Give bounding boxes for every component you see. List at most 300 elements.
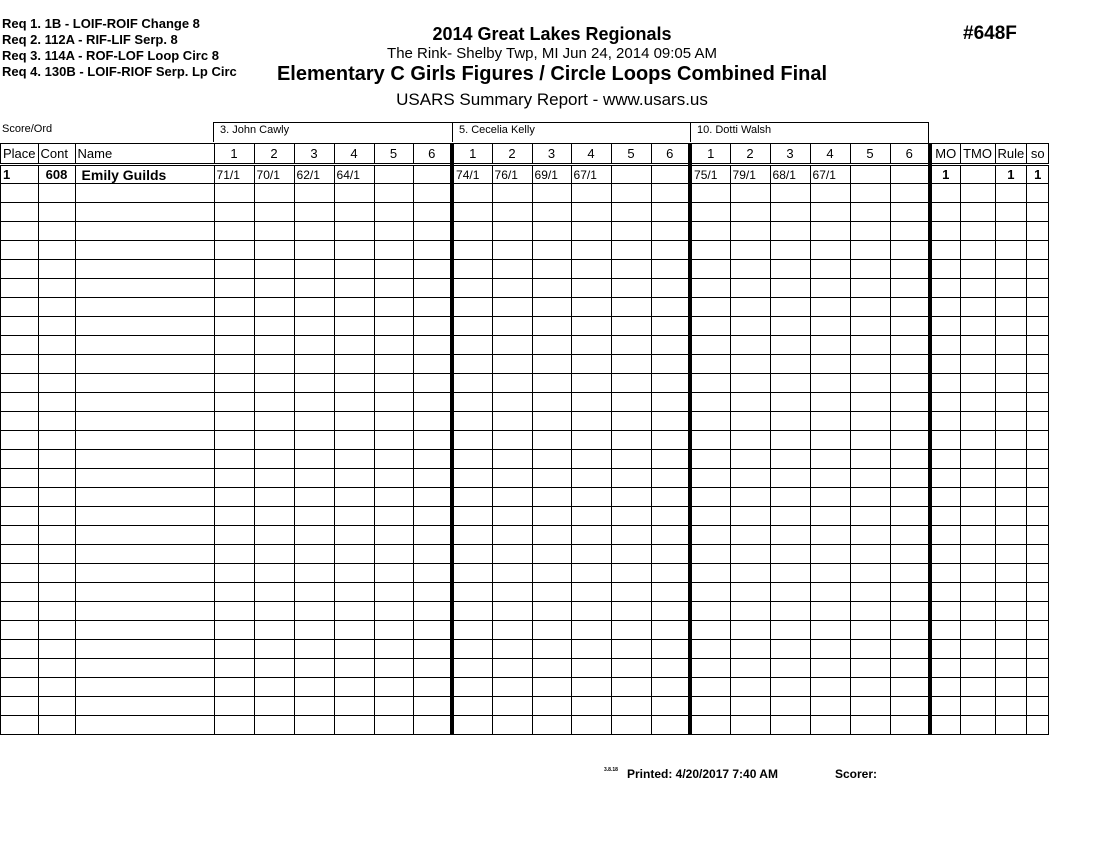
empty-cell	[254, 450, 294, 469]
empty-cell	[850, 678, 890, 697]
empty-cell	[1027, 203, 1049, 222]
empty-cell	[374, 279, 413, 298]
empty-cell	[374, 355, 413, 374]
empty-cell	[294, 659, 334, 678]
empty-cell	[810, 184, 850, 203]
empty-cell	[254, 507, 294, 526]
empty-cell	[960, 260, 995, 279]
col-rule: Rule	[995, 144, 1027, 165]
empty-cell	[730, 716, 770, 735]
empty-cell	[1027, 355, 1049, 374]
empty-cell	[1027, 241, 1049, 260]
empty-cell	[1027, 222, 1049, 241]
empty-cell	[810, 317, 850, 336]
empty-cell	[571, 355, 611, 374]
empty-cell	[413, 393, 452, 412]
empty-cell	[294, 697, 334, 716]
empty-cell	[75, 184, 214, 203]
empty-table-row	[1, 203, 1049, 222]
empty-cell	[960, 621, 995, 640]
empty-cell	[532, 488, 571, 507]
version-stamp: 3.8.18	[604, 767, 618, 773]
empty-cell	[651, 222, 690, 241]
empty-cell	[1, 184, 39, 203]
empty-cell	[995, 716, 1027, 735]
empty-cell	[850, 564, 890, 583]
empty-cell	[890, 241, 930, 260]
empty-cell	[770, 640, 810, 659]
empty-table-row	[1, 621, 1049, 640]
empty-cell	[850, 241, 890, 260]
empty-cell	[770, 678, 810, 697]
empty-cell	[611, 393, 651, 412]
empty-cell	[611, 450, 651, 469]
empty-cell	[75, 336, 214, 355]
empty-cell	[850, 526, 890, 545]
empty-cell	[334, 203, 374, 222]
empty-cell	[1, 564, 39, 583]
empty-cell	[730, 697, 770, 716]
empty-cell	[690, 659, 730, 678]
empty-cell	[890, 659, 930, 678]
empty-cell	[374, 621, 413, 640]
empty-cell	[334, 279, 374, 298]
empty-cell	[532, 583, 571, 602]
empty-cell	[334, 317, 374, 336]
skater-name-cell: Emily Guilds	[75, 165, 214, 184]
empty-cell	[890, 469, 930, 488]
empty-cell	[770, 184, 810, 203]
empty-cell	[374, 393, 413, 412]
empty-cell	[611, 526, 651, 545]
empty-cell	[214, 431, 254, 450]
empty-cell	[75, 697, 214, 716]
j2-score-cell: 76/1	[492, 165, 532, 184]
empty-cell	[254, 412, 294, 431]
empty-cell	[38, 298, 75, 317]
empty-cell	[75, 488, 214, 507]
requirement-3: Req 3. 114A - ROF-LOF Loop Circ 8	[2, 48, 219, 63]
empty-cell	[1027, 184, 1049, 203]
empty-cell	[1, 450, 39, 469]
empty-cell	[1027, 678, 1049, 697]
empty-cell	[890, 602, 930, 621]
empty-table-row	[1, 602, 1049, 621]
empty-cell	[75, 621, 214, 640]
empty-cell	[651, 545, 690, 564]
empty-cell	[611, 659, 651, 678]
empty-cell	[38, 507, 75, 526]
empty-cell	[651, 507, 690, 526]
empty-cell	[690, 260, 730, 279]
empty-cell	[38, 602, 75, 621]
empty-cell	[254, 659, 294, 678]
col-j1-fig4: 4	[334, 144, 374, 165]
cont-cell: 608	[38, 165, 75, 184]
empty-cell	[770, 526, 810, 545]
col-j3-fig2: 2	[730, 144, 770, 165]
empty-cell	[770, 602, 810, 621]
empty-cell	[214, 469, 254, 488]
empty-cell	[730, 564, 770, 583]
col-j3-fig5: 5	[850, 144, 890, 165]
empty-cell	[1027, 488, 1049, 507]
empty-cell	[611, 241, 651, 260]
empty-cell	[75, 260, 214, 279]
empty-cell	[890, 640, 930, 659]
empty-cell	[995, 355, 1027, 374]
empty-cell	[730, 279, 770, 298]
empty-cell	[770, 298, 810, 317]
column-header-row	[1, 144, 1049, 165]
empty-cell	[770, 260, 810, 279]
empty-cell	[334, 412, 374, 431]
empty-cell	[532, 545, 571, 564]
empty-cell	[730, 621, 770, 640]
empty-cell	[960, 298, 995, 317]
empty-cell	[492, 583, 532, 602]
empty-cell	[611, 431, 651, 450]
empty-cell	[930, 602, 960, 621]
empty-table-row	[1, 507, 1049, 526]
empty-cell	[1, 507, 39, 526]
empty-cell	[38, 393, 75, 412]
empty-cell	[730, 526, 770, 545]
empty-cell	[810, 374, 850, 393]
empty-cell	[413, 564, 452, 583]
j2-score-cell	[611, 165, 651, 184]
empty-cell	[75, 412, 214, 431]
empty-cell	[38, 374, 75, 393]
empty-cell	[571, 317, 611, 336]
empty-cell	[995, 545, 1027, 564]
empty-cell	[890, 526, 930, 545]
empty-cell	[930, 203, 960, 222]
empty-cell	[850, 431, 890, 450]
empty-cell	[995, 450, 1027, 469]
empty-cell	[452, 716, 492, 735]
empty-cell	[770, 450, 810, 469]
empty-cell	[532, 279, 571, 298]
empty-cell	[334, 222, 374, 241]
empty-cell	[571, 640, 611, 659]
empty-cell	[690, 412, 730, 431]
empty-cell	[294, 355, 334, 374]
empty-cell	[995, 279, 1027, 298]
j1-score-cell	[413, 165, 452, 184]
empty-cell	[452, 659, 492, 678]
col-tmo: TMO	[960, 144, 995, 165]
j3-score-cell: 68/1	[770, 165, 810, 184]
empty-cell	[294, 336, 334, 355]
empty-cell	[995, 640, 1027, 659]
empty-cell	[690, 184, 730, 203]
empty-cell	[651, 336, 690, 355]
empty-cell	[611, 507, 651, 526]
empty-cell	[75, 716, 214, 735]
empty-table-row	[1, 545, 1049, 564]
empty-cell	[532, 526, 571, 545]
empty-cell	[690, 393, 730, 412]
empty-cell	[690, 203, 730, 222]
empty-cell	[254, 621, 294, 640]
empty-cell	[690, 450, 730, 469]
empty-cell	[890, 393, 930, 412]
col-name: Name	[75, 144, 214, 165]
empty-cell	[730, 469, 770, 488]
empty-cell	[810, 602, 850, 621]
empty-cell	[1027, 564, 1049, 583]
empty-cell	[413, 716, 452, 735]
empty-cell	[334, 564, 374, 583]
empty-cell	[334, 469, 374, 488]
empty-cell	[75, 583, 214, 602]
empty-cell	[294, 450, 334, 469]
empty-cell	[334, 583, 374, 602]
empty-cell	[452, 355, 492, 374]
empty-cell	[730, 222, 770, 241]
empty-cell	[452, 241, 492, 260]
empty-cell	[960, 241, 995, 260]
empty-cell	[214, 488, 254, 507]
empty-cell	[254, 203, 294, 222]
empty-cell	[810, 526, 850, 545]
empty-cell	[294, 203, 334, 222]
empty-cell	[930, 488, 960, 507]
empty-cell	[492, 697, 532, 716]
empty-cell	[532, 317, 571, 336]
empty-cell	[374, 526, 413, 545]
empty-cell	[810, 545, 850, 564]
empty-cell	[850, 355, 890, 374]
empty-cell	[850, 640, 890, 659]
empty-cell	[492, 621, 532, 640]
empty-cell	[294, 545, 334, 564]
empty-cell	[334, 697, 374, 716]
empty-cell	[960, 488, 995, 507]
empty-cell	[75, 469, 214, 488]
empty-cell	[810, 241, 850, 260]
empty-cell	[452, 488, 492, 507]
empty-cell	[254, 431, 294, 450]
empty-cell	[38, 222, 75, 241]
empty-cell	[38, 621, 75, 640]
empty-cell	[1027, 697, 1049, 716]
empty-cell	[770, 393, 810, 412]
table-row	[1, 165, 1049, 184]
empty-cell	[413, 241, 452, 260]
empty-cell	[214, 260, 254, 279]
empty-cell	[254, 260, 294, 279]
empty-cell	[810, 678, 850, 697]
empty-cell	[374, 602, 413, 621]
empty-cell	[214, 545, 254, 564]
empty-cell	[651, 298, 690, 317]
empty-cell	[413, 621, 452, 640]
empty-cell	[611, 374, 651, 393]
empty-cell	[374, 374, 413, 393]
empty-cell	[611, 678, 651, 697]
empty-cell	[651, 203, 690, 222]
empty-cell	[452, 374, 492, 393]
empty-cell	[38, 583, 75, 602]
empty-cell	[38, 488, 75, 507]
empty-cell	[374, 184, 413, 203]
empty-table-row	[1, 716, 1049, 735]
empty-cell	[294, 184, 334, 203]
empty-cell	[770, 583, 810, 602]
empty-cell	[294, 298, 334, 317]
empty-cell	[294, 621, 334, 640]
empty-cell	[492, 564, 532, 583]
empty-cell	[492, 526, 532, 545]
empty-table-row	[1, 412, 1049, 431]
judge-header-2: 5. Cecelia Kelly	[452, 122, 690, 142]
empty-cell	[1, 260, 39, 279]
empty-cell	[492, 336, 532, 355]
empty-cell	[38, 678, 75, 697]
empty-cell	[651, 260, 690, 279]
empty-cell	[960, 564, 995, 583]
empty-cell	[492, 431, 532, 450]
empty-cell	[532, 602, 571, 621]
empty-cell	[492, 374, 532, 393]
empty-cell	[1, 659, 39, 678]
empty-cell	[294, 279, 334, 298]
empty-cell	[492, 602, 532, 621]
empty-cell	[532, 431, 571, 450]
empty-cell	[334, 507, 374, 526]
empty-cell	[214, 526, 254, 545]
empty-cell	[770, 241, 810, 260]
empty-cell	[995, 203, 1027, 222]
empty-cell	[75, 279, 214, 298]
empty-cell	[413, 260, 452, 279]
empty-cell	[611, 222, 651, 241]
empty-cell	[810, 621, 850, 640]
empty-cell	[995, 583, 1027, 602]
empty-cell	[532, 260, 571, 279]
col-j2-fig3: 3	[532, 144, 571, 165]
empty-cell	[492, 203, 532, 222]
empty-cell	[930, 640, 960, 659]
empty-cell	[960, 583, 995, 602]
empty-cell	[452, 545, 492, 564]
empty-cell	[890, 184, 930, 203]
empty-cell	[930, 583, 960, 602]
empty-cell	[850, 298, 890, 317]
empty-cell	[960, 716, 995, 735]
empty-cell	[890, 279, 930, 298]
empty-cell	[770, 317, 810, 336]
empty-cell	[730, 640, 770, 659]
empty-cell	[254, 526, 294, 545]
empty-table-row	[1, 431, 1049, 450]
empty-cell	[532, 203, 571, 222]
empty-cell	[571, 241, 611, 260]
empty-cell	[930, 374, 960, 393]
empty-cell	[532, 450, 571, 469]
empty-cell	[890, 450, 930, 469]
empty-cell	[995, 526, 1027, 545]
empty-cell	[413, 583, 452, 602]
empty-cell	[254, 678, 294, 697]
empty-cell	[532, 298, 571, 317]
empty-cell	[1, 393, 39, 412]
empty-cell	[532, 621, 571, 640]
empty-cell	[334, 659, 374, 678]
empty-cell	[611, 203, 651, 222]
empty-cell	[492, 184, 532, 203]
empty-cell	[1027, 450, 1049, 469]
empty-cell	[374, 241, 413, 260]
empty-cell	[770, 222, 810, 241]
empty-cell	[651, 640, 690, 659]
scorer-label: Scorer:	[835, 767, 878, 781]
empty-table-row	[1, 184, 1049, 203]
empty-cell	[1, 298, 39, 317]
empty-cell	[413, 355, 452, 374]
empty-table-row	[1, 564, 1049, 583]
empty-cell	[38, 241, 75, 260]
empty-cell	[890, 355, 930, 374]
empty-cell	[850, 621, 890, 640]
judge-header-border	[928, 122, 929, 143]
empty-cell	[770, 336, 810, 355]
empty-cell	[532, 659, 571, 678]
empty-cell	[413, 374, 452, 393]
empty-cell	[995, 602, 1027, 621]
empty-cell	[334, 355, 374, 374]
empty-cell	[532, 374, 571, 393]
empty-cell	[730, 184, 770, 203]
empty-cell	[850, 260, 890, 279]
empty-cell	[413, 697, 452, 716]
empty-cell	[38, 203, 75, 222]
empty-cell	[890, 260, 930, 279]
empty-cell	[571, 450, 611, 469]
empty-cell	[850, 374, 890, 393]
j2-score-cell	[651, 165, 690, 184]
empty-cell	[413, 203, 452, 222]
empty-cell	[1, 203, 39, 222]
empty-cell	[995, 697, 1027, 716]
empty-cell	[730, 317, 770, 336]
empty-cell	[38, 640, 75, 659]
empty-cell	[810, 203, 850, 222]
empty-cell	[452, 279, 492, 298]
empty-cell	[651, 678, 690, 697]
empty-cell	[890, 412, 930, 431]
empty-cell	[571, 469, 611, 488]
empty-cell	[492, 393, 532, 412]
empty-cell	[890, 583, 930, 602]
empty-cell	[850, 583, 890, 602]
empty-cell	[75, 317, 214, 336]
empty-cell	[492, 298, 532, 317]
empty-cell	[930, 279, 960, 298]
empty-cell	[75, 526, 214, 545]
empty-cell	[930, 507, 960, 526]
empty-cell	[75, 393, 214, 412]
empty-cell	[75, 450, 214, 469]
empty-cell	[214, 716, 254, 735]
judge-header-1: 3. John Cawly	[213, 122, 452, 142]
empty-cell	[690, 222, 730, 241]
empty-cell	[571, 298, 611, 317]
empty-cell	[1027, 526, 1049, 545]
empty-cell	[492, 716, 532, 735]
